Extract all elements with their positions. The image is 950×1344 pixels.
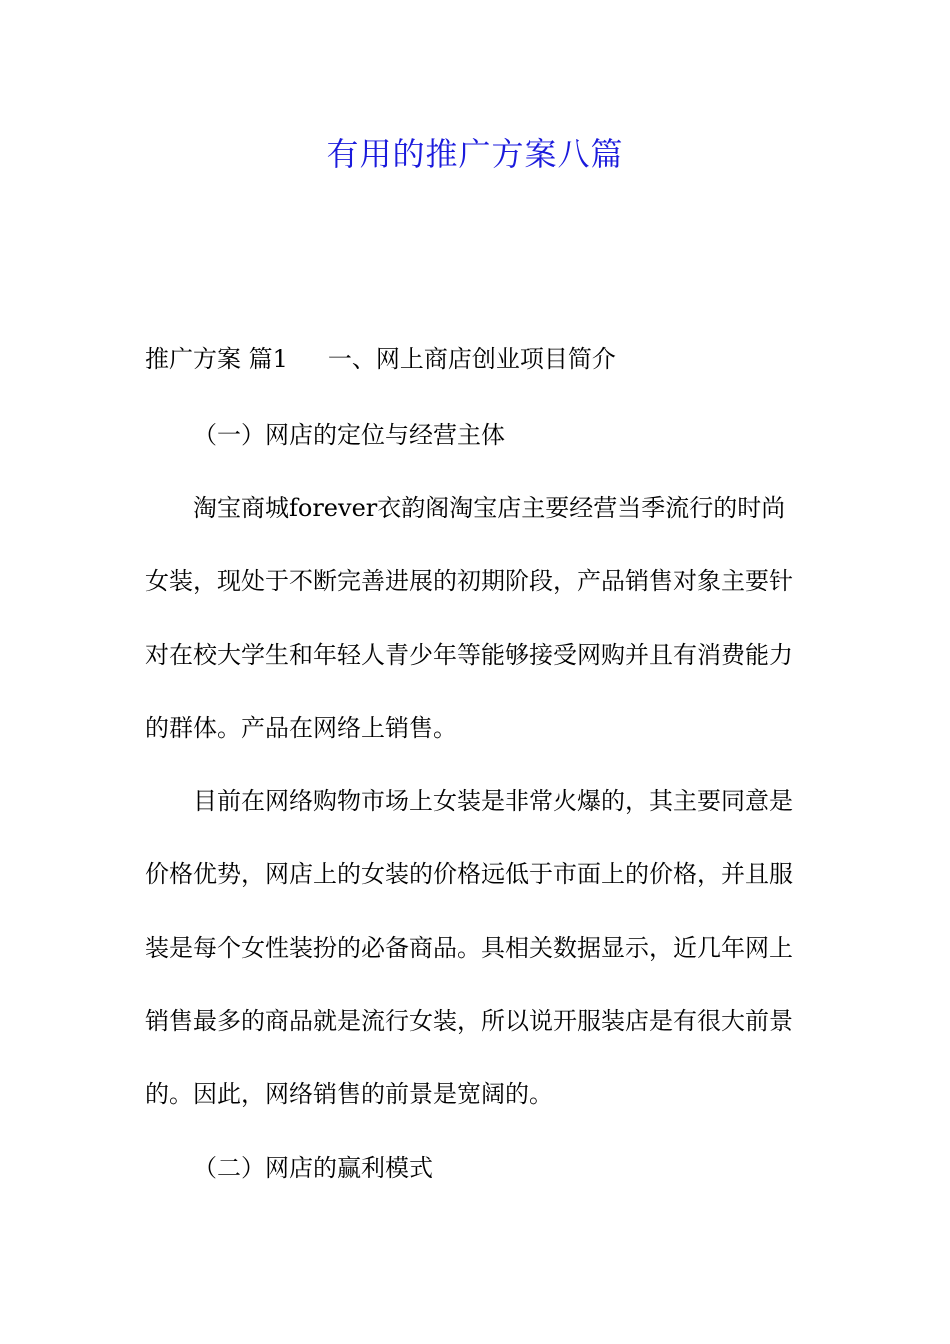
paragraph-line: 女装，现处于不断完善进展的初期阶段，产品销售对象主要针 xyxy=(145,567,793,595)
heading-line xyxy=(145,343,805,375)
paragraph-line: 装是每个女性装扮的必备商品。具相关数据显示，近几年网上 xyxy=(145,934,793,962)
paragraph-line: 销售最多的商品就是流行女装，所以说开服装店是有很大前景 xyxy=(145,1007,793,1035)
paragraph-line: 的群体。产品在网络上销售。 xyxy=(145,714,457,742)
article-label: 推广方案 篇1 xyxy=(145,345,288,373)
paragraph-line: 对在校大学生和年轻人青少年等能够接受网购并且有消费能力 xyxy=(145,641,793,669)
section-heading: 一、网上商店创业项目简介 xyxy=(327,345,616,373)
paragraph-line: 淘宝商城forever衣韵阁淘宝店主要经营当季流行的时尚 xyxy=(193,494,786,522)
subsection-heading: （二）网店的赢利模式 xyxy=(193,1154,433,1182)
document-title: 有用的推广方案八篇 xyxy=(326,135,624,173)
paragraph-line: 的。因此，网络销售的前景是宽阔的。 xyxy=(145,1080,553,1108)
paragraph-line: 价格优势，网店上的女装的价格远低于市面上的价格，并且服 xyxy=(145,860,793,888)
paragraph-line: 目前在网络购物市场上女装是非常火爆的，其主要同意是 xyxy=(193,787,793,815)
subsection-heading: （一）网店的定位与经营主体 xyxy=(193,421,505,449)
